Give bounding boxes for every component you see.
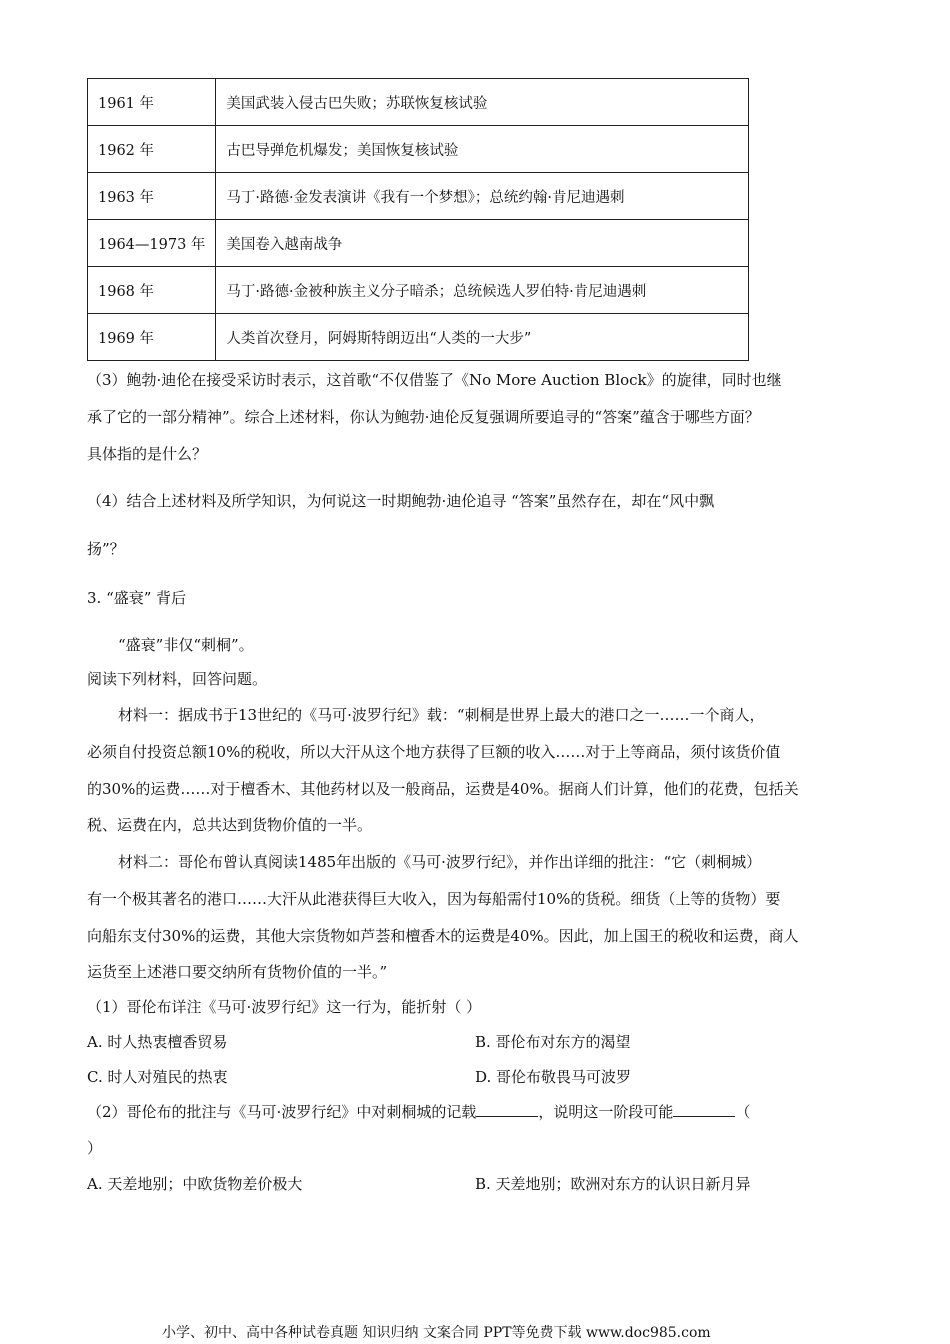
event-cell: 马丁·路德·金发表演讲《我有一个梦想》；总统约翰·肯尼迪遇刺 (216, 173, 749, 220)
event-cell: 人类首次登月，阿姆斯特朗迈出“人类的一大步” (216, 314, 749, 361)
instruction: 阅读下列材料，回答问题。 (87, 670, 268, 688)
year-cell: 1969 年 (88, 314, 216, 361)
option-b: B. 天差地别；欧洲对东方的认识日新月异 (475, 1175, 751, 1193)
table-row (88, 314, 749, 361)
question-4-line-1: （4）结合上述材料及所学知识，为何说这一时期鲍勃·迪伦追寻 “答案”虽然存在，却在“风中飘 (87, 492, 715, 510)
option-a: A. 天差地别；中欧货物差价极大 (87, 1175, 303, 1193)
stem-part-1: （2）哥伦布的批注与《马可·波罗行纪》中对刺桐城的记载 (87, 1103, 477, 1121)
year-cell: 1961 年 (88, 79, 216, 126)
question-3-line-2: 承了它的一部分精神”。综合上述材料，你认为鲍勃·迪伦反复强调所要追寻的“答案”蕴含于哪些方面？ (87, 408, 760, 426)
material-2-line-3: 向船东支付30%的运费，其他大宗货物如芦荟和檀香木的运费是40%。因此，加上国王的税收和运费，商人 (87, 927, 799, 945)
table-row (88, 126, 749, 173)
event-cell: 古巴导弹危机爆发；美国恢复核试验 (216, 126, 749, 173)
option-a: A. 时人热衷檀香贸易 (87, 1033, 228, 1051)
event-cell: 美国卷入越南战争 (216, 220, 749, 267)
question-3-line-1: （3）鲍勃·迪伦在接受采访时表示，这首歌“不仅借鉴了《No More Auction Block》的旋律，同时也继 (87, 371, 782, 389)
section-3-title: 3. “盛衰” 背后 (87, 589, 187, 607)
stem-part-2: ，说明这一阶段可能 (538, 1103, 674, 1121)
year-cell: 1963 年 (88, 173, 216, 220)
sub-question-2-stem (87, 1102, 750, 1122)
material-1-line-2: 必须自付投资总额10%的税收，所以大汗从这个地方获得了巨额的收入……对于上等商品，须付该货价值 (87, 743, 781, 761)
event-cell: 马丁·路德·金被种族主义分子暗杀；总统候选人罗伯特·肯尼迪遇刺 (216, 267, 749, 314)
event-cell: 美国武装入侵古巴失败；苏联恢复核试验 (216, 79, 749, 126)
material-1-line-3: 的30%的运费……对于檀香木、其他药材以及一般商品，运费是40%。据商人们计算，他们的花费，包括关 (87, 780, 799, 798)
table-row (88, 79, 749, 126)
year-cell: 1964—1973 年 (88, 220, 216, 267)
material-1-line-1: 材料一：据成书于13世纪的《马可·波罗行纪》载：“刺桐是世界上最大的港口之一……一个商人， (118, 706, 765, 724)
table-row (88, 220, 749, 267)
table-row (88, 267, 749, 314)
table-row (88, 173, 749, 220)
answer-blank (673, 1102, 735, 1117)
section-3-subtitle: “盛衰”非仅“刺桐”。 (118, 636, 254, 654)
sub-question-1-stem: （1）哥伦布详注《马可·波罗行纪》这一行为，能折射（ ） (87, 998, 482, 1016)
question-4-line-2: 扬”？ (87, 540, 125, 558)
page-footer: 小学、初中、高中各种试卷真题 知识归纳 文案合同 PPT等免费下载 www.doc985.com (162, 1325, 711, 1341)
material-1-line-4: 税、运费在内，总共达到货物价值的一半。 (87, 816, 373, 834)
option-d: D. 哥伦布敬畏马可波罗 (475, 1068, 632, 1086)
stem-part-3: （ (735, 1103, 751, 1121)
question-3-line-3: 具体指的是什么？ (87, 445, 208, 463)
timeline-table (87, 78, 749, 361)
year-cell: 1962 年 (88, 126, 216, 173)
option-b: B. 哥伦布对东方的渴望 (475, 1033, 631, 1051)
year-cell: 1968 年 (88, 267, 216, 314)
material-2-line-4: 运货至上述港口要交纳所有货物价值的一半。” (87, 963, 388, 981)
material-2-line-2: 有一个极其著名的港口……大汗从此港获得巨大收入，因为每船需付10%的货税。细货（上等的货物）要 (87, 890, 781, 908)
option-c: C. 时人对殖民的热衷 (87, 1068, 228, 1086)
sub-question-2-stem-end: ） (87, 1139, 103, 1157)
material-2-line-1: 材料二：哥伦布曾认真阅读1485年出版的《马可·波罗行纪》，并作出详细的批注：“它（刺桐城） (118, 853, 762, 871)
answer-blank (476, 1102, 538, 1117)
